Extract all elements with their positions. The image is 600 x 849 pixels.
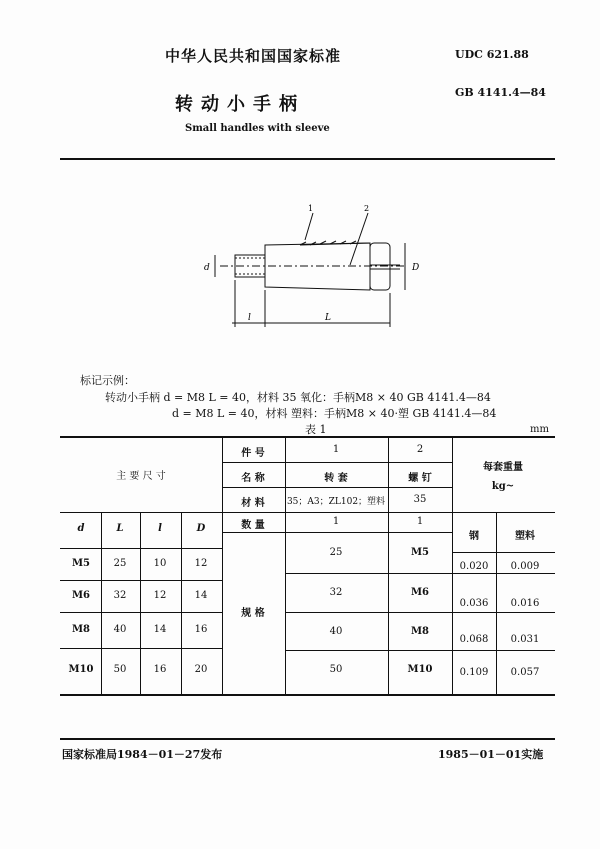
callout-1: 1	[308, 204, 314, 213]
cell-d: M10	[68, 664, 94, 675]
part1-material: 35；A3；ZL102；塑料	[286, 497, 386, 507]
footer-rule	[60, 738, 555, 740]
cell-spec2: M5	[410, 547, 430, 558]
row-label-spec: 规 格	[241, 608, 265, 619]
cell-l: 10	[153, 558, 167, 569]
part2-material: 35	[413, 494, 427, 505]
cell-D: 12	[194, 558, 208, 569]
part1-name: 转 套	[324, 473, 348, 484]
weight-header: 每套重量	[483, 462, 523, 473]
cell-spec2: M6	[410, 587, 430, 598]
row-label-qty: 数 量	[241, 520, 265, 531]
cell-steel: 0.020	[459, 561, 489, 572]
dim-d: d	[204, 263, 210, 273]
part2-qty: 1	[416, 516, 424, 527]
row-label-name: 名 称	[241, 473, 265, 484]
effective-date: 1985－01－01实施	[438, 748, 544, 761]
part1-no: 1	[332, 444, 340, 455]
cell-spec1: 32	[329, 587, 343, 598]
handle-drawing	[190, 195, 430, 335]
header-rule	[60, 158, 555, 160]
weight-unit: kg~	[491, 481, 515, 492]
issuing-org: 中华人民共和国国家标准	[165, 47, 342, 65]
cell-D: 20	[194, 664, 208, 675]
dim-D: D	[412, 263, 420, 273]
table-unit: mm	[530, 424, 549, 435]
cell-l: 12	[153, 590, 167, 601]
cell-spec1: 50	[329, 664, 343, 675]
cell-spec1: 25	[329, 547, 343, 558]
marking-heading: 标记示例：	[80, 374, 135, 387]
cell-spec1: 40	[329, 626, 343, 637]
cell-D: 14	[194, 590, 208, 601]
standard-number: GB 4141.4—84	[455, 86, 546, 99]
dim-L: L	[325, 313, 331, 323]
col-l: l	[158, 523, 162, 534]
cell-steel: 0.109	[459, 667, 489, 678]
cell-steel: 0.036	[459, 598, 489, 609]
doc-title: 转动小手柄	[175, 94, 305, 115]
marking-line-1: 转动小手柄 d = M8 L = 40，材料 35 氧化：手柄M8 × 40 GB 4141.4—84	[105, 391, 491, 404]
table-caption: 表 1	[305, 423, 327, 436]
cell-l: 14	[153, 624, 167, 635]
cell-L: 25	[113, 558, 127, 569]
cell-d: M5	[71, 558, 91, 569]
doc-subtitle: Small handles with sleeve	[185, 123, 330, 134]
col-d: d	[77, 523, 85, 534]
cell-L: 32	[113, 590, 127, 601]
udc-number: UDC 621.88	[455, 48, 529, 61]
cell-steel: 0.068	[459, 634, 489, 645]
cell-spec2: M8	[410, 626, 430, 637]
part2-no: 2	[416, 444, 424, 455]
row-label-material: 材 料	[241, 498, 265, 509]
callout-2: 2	[364, 204, 370, 213]
cell-plastic: 0.016	[510, 598, 540, 609]
dim-l: l	[248, 313, 251, 323]
cell-L: 50	[113, 664, 127, 675]
cell-d: M8	[71, 624, 91, 635]
issue-date: 国家标准局1984－01－27发布	[62, 748, 223, 761]
cell-D: 16	[194, 624, 208, 635]
plastic-header: 塑料	[515, 531, 535, 542]
marking-line-2: d = M8 L = 40，材料 塑料：手柄M8 × 40·塑 GB 4141.4—84	[172, 407, 497, 420]
part1-qty: 1	[332, 516, 340, 527]
row-label-part-no: 件 号	[241, 448, 265, 459]
cell-l: 16	[153, 664, 167, 675]
steel-header: 钢	[469, 531, 479, 542]
cell-plastic: 0.031	[510, 634, 540, 645]
part2-name: 螺 钉	[408, 473, 432, 484]
main-dims-header: 主 要 尺 寸	[116, 471, 166, 482]
col-L: L	[116, 523, 124, 534]
cell-plastic: 0.057	[510, 667, 540, 678]
cell-spec2: M10	[407, 664, 433, 675]
cell-L: 40	[113, 624, 127, 635]
cell-plastic: 0.009	[510, 561, 540, 572]
cell-d: M6	[71, 590, 91, 601]
col-D: D	[196, 523, 206, 534]
